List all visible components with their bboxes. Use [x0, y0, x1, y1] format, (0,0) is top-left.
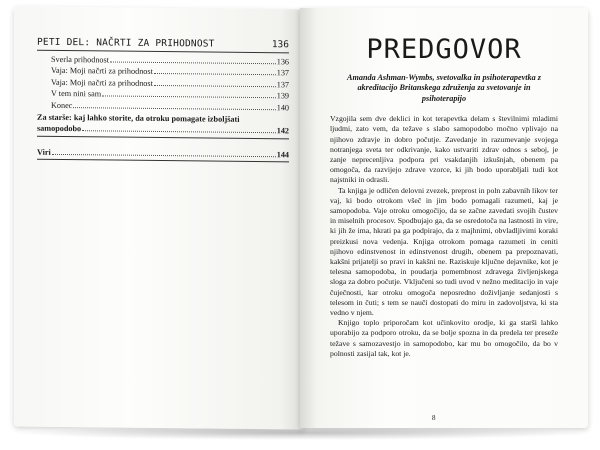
- toc-section-parents: [37, 112, 289, 139]
- foreword-paragraph: Ta knjiga je odličen delovni zvezek, preprost in poln zabavnih likov ter vaj, ki bodo otrokom všeč in jim bodo pomagali razumeti, kaj je samopodoba. Vaje otroku omogočijo, da se začne zavedati svojih čustev in miselnih procesov. Spodbujajo ga, da se osredotoča na lastnosti in vire, ki jih že ima, hkrati pa ga podpirajo, da z majhnimi, obvladljivimi koraki preizkusi nova vedenja. Knjiga otrokom pomaga razumeti in ceniti njihovo edinstvenost in edinstvenost drugih, obenem pa prepoznavati, kakšni prijatelji so pravi in kakšni ne. Raziskuje ključne dejavnike, kot je telesna samopodoba, in poudarja pomembnost zdravega življenjskega sloga za dobro počutje. Vključeni so tudi uvod v nežno meditacijo in vaje čuječnosti, kar otroku omogoča neposredno doživljanje sedanjosti s telesom in čuti; s tem se naučí dostopati do miru in zadovoljstva, ki sta vedno v njem.: [330, 185, 558, 318]
- toc-entry-label: V tem nini sam: [51, 89, 102, 99]
- foreword-author-subtitle: Amanda Ashman-Wymbs, svetovalka in psihoterapevtka z akreditacijo Britanskega združenja za svetovanje in psihoterapijo: [347, 73, 541, 103]
- table-of-contents: [37, 37, 289, 163]
- toc-entry-page: 140: [276, 102, 289, 112]
- toc-section-page: 142: [276, 126, 289, 136]
- toc-part-heading: PETI DEL: NAČRTI ZA PRIHODNOST: [37, 36, 215, 50]
- toc-leader-dots: [52, 154, 276, 157]
- toc-entry-label: Vaja: Moji načrti za prihodnost: [51, 66, 153, 77]
- foreword: [330, 34, 558, 359]
- toc-leader-dots: [110, 61, 276, 64]
- toc-entry-page: 137: [276, 68, 289, 78]
- toc-entry-label: Sverla prihodnost: [51, 54, 109, 65]
- toc-leader-dots: [73, 107, 275, 110]
- toc-entry-page: 137: [276, 80, 289, 90]
- toc-entry-page: 139: [276, 91, 289, 101]
- foreword-title: PREDGOVOR: [366, 34, 522, 65]
- toc-leader-dots: [102, 96, 276, 99]
- page-number: 8: [432, 414, 436, 422]
- toc-section-line1: Za starše: kaj lahko storite, da otroku pomagate izboljšati: [37, 112, 240, 124]
- toc-entry-label: Vaja: Moji načrti za prihodnost: [51, 77, 153, 88]
- toc-part-heading-row: [37, 37, 289, 54]
- toc-sources-label: Viri: [37, 147, 51, 157]
- left-page: [14, 6, 304, 429]
- right-page: [300, 8, 588, 428]
- toc-sources-row: [37, 147, 289, 163]
- toc-entry-label: Konec: [51, 100, 73, 110]
- toc-leader-dots: [82, 131, 276, 134]
- toc-section-line2: samopodobo: [37, 124, 82, 134]
- toc-entry-page: 136: [276, 57, 289, 67]
- foreword-paragraph: Vzgojila sem dve deklici in kot terapevtka delam s številnimi mladimi ljudmi, zato vem, da težave s slabo samopodobo močno vplivajo na njihovo zdravje in dobro počutje. Zavedanje in razumevanje svojega notranjega sveta ter odkrivanje, kako ustvariti zdrav odnos s seboj, je zanje neprecenljiva podpora pri vsakdanjih izkušnjah, obenem pa omogoča, da razvijejo zdrave vzorce, ki jih bodo uporabljali tudi kot najstniki in odrasli.: [330, 114, 558, 185]
- foreword-paragraph: Knjigo toplo priporočam kot učinkovito orodje, ki ga starši lahko uporabijo za podporo otroku, da se bolje spozna in da predela ter preseže težave s samozavestjo in samopodobo, kar mu bo omogočilo, da bo v polnosti zasijal tak, kot je.: [330, 318, 558, 358]
- toc-part-page: 136: [271, 39, 289, 51]
- toc-leader-dots: [154, 73, 276, 75]
- toc-sources-page: 144: [276, 150, 289, 160]
- toc-section-line2-row: [37, 123, 289, 137]
- toc-leader-dots: [154, 85, 276, 87]
